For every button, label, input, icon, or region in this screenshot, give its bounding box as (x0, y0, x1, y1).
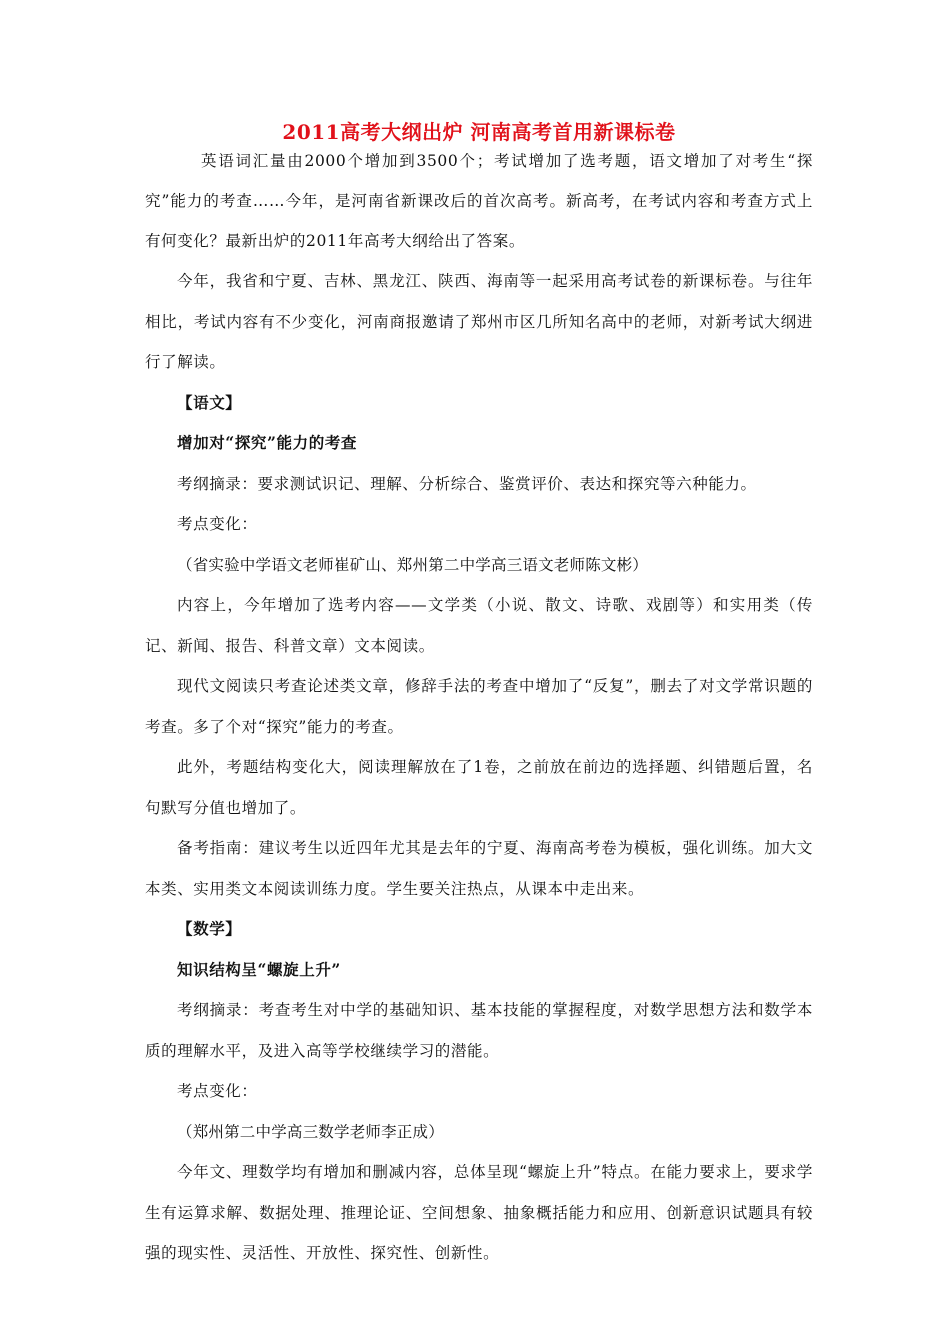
chinese-content-2: 现代文阅读只考查论述类文章，修辞手法的考查中增加了“反复”，删去了对文学常识题的考查。多了个对“探究”能力的考查。 (145, 677, 813, 736)
article-body (145, 118, 813, 1274)
intro-paragraph: 英语词汇量由2000个增加到3500个；考试增加了选考题，语文增加了对考生“探究”能力的考查……今年，是河南省新课改后的首次高考。新高考，在考试内容和考查方式上有何变化？最新出炉的2011年高考大纲给出了答案。 (145, 152, 813, 250)
article-title: 2011高考大纲出炉 河南高考首用新课标卷 (282, 120, 676, 144)
chinese-section-label: 【语文】 (177, 392, 242, 412)
chinese-content-1: 内容上，今年增加了选考内容——文学类（小说、散文、诗歌、戏剧等）和实用类（传记、新闻、报告、科普文章）文本阅读。 (145, 596, 813, 655)
chinese-subtitle: 增加对“探究”能力的考查 (177, 433, 358, 452)
chinese-changes-label: 考点变化： (177, 515, 258, 533)
math-source: （郑州第二中学高三数学老师李正成） (177, 1122, 444, 1141)
chinese-outline-excerpt: 考纲摘录：要求测试识记、理解、分析综合、鉴赏评价、表达和探究等六种能力。 (177, 474, 757, 493)
chinese-source: （省实验中学语文老师崔矿山、郑州第二中学高三语文老师陈文彬） (177, 555, 649, 574)
background-paragraph: 今年，我省和宁夏、吉林、黑龙江、陕西、海南等一起采用高考试卷的新课标卷。与往年相比，考试内容有不少变化，河南商报邀请了郑州市区几所知名高中的老师，对新考试大纲进行了解读。 (145, 272, 813, 371)
chinese-guide: 备考指南：建议考生以近四年尤其是去年的宁夏、海南高考卷为模板，强化训练。加大文本类、实用类文本阅读训练力度。学生要关注热点，从课本中走出来。 (145, 839, 813, 898)
chinese-content-3: 此外，考题结构变化大，阅读理解放在了1卷，之前放在前边的选择题、纠错题后置，名句默写分值也增加了。 (145, 758, 813, 817)
math-outline-excerpt: 考纲摘录：考查考生对中学的基础知识、基本技能的掌握程度，对数学思想方法和数学本质的理解水平，及进入高等学校继续学习的潜能。 (145, 1001, 813, 1060)
math-changes-label: 考点变化： (177, 1082, 258, 1100)
math-content-1: 今年文、理数学均有增加和删减内容，总体呈现“螺旋上升”特点。在能力要求上，要求学生有运算求解、数据处理、推理论证、空间想象、抽象概括能力和应用、创新意识试题具有较强的现实性、灵活性、开放性、探究性、创新性。 (145, 1163, 813, 1262)
math-section-label: 【数学】 (177, 919, 242, 938)
math-subtitle: 知识结构呈“螺旋上升” (177, 959, 341, 979)
